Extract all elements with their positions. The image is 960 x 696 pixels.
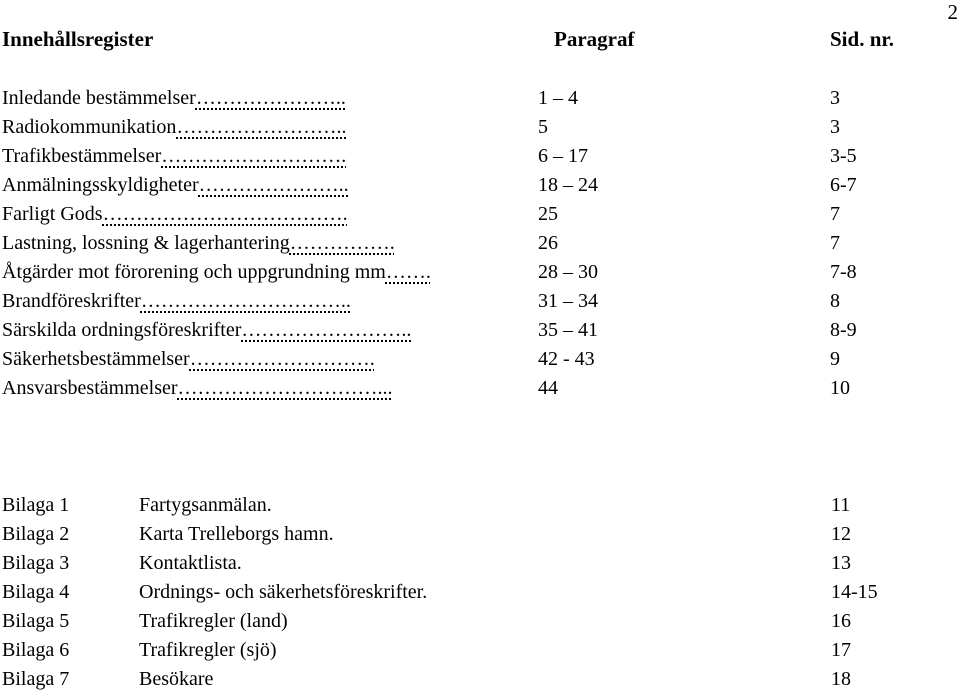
toc-paragraph: 1 – 4 — [538, 87, 578, 109]
toc-leader: ………………….. — [198, 174, 349, 196]
appendix-label: Bilaga 3 — [2, 552, 70, 574]
appendix-page: 13 — [831, 552, 851, 574]
appendix-row — [0, 665, 960, 695]
toc-leader: …………………………... — [177, 377, 393, 399]
toc-page: 10 — [830, 377, 850, 399]
appendix-label: Bilaga 4 — [2, 581, 70, 603]
toc-title: Lastning, lossning & lagerhantering — [2, 232, 290, 254]
toc-leader: ………………………. — [189, 348, 375, 370]
toc-row — [0, 84, 960, 114]
toc-paragraph: 31 – 34 — [538, 290, 598, 312]
appendix-row — [0, 549, 960, 579]
appendix-label: Bilaga 6 — [2, 639, 70, 661]
appendix-label: Bilaga 7 — [2, 668, 70, 690]
toc-leader: ………………………….. — [140, 290, 351, 312]
toc-page: 8-9 — [830, 319, 857, 341]
toc-leader: …………………….. — [241, 319, 412, 341]
appendix-page: 14-15 — [831, 581, 878, 603]
toc-paragraph: 44 — [538, 377, 558, 399]
toc-paragraph: 6 – 17 — [538, 145, 588, 167]
toc-leader: ………………………. — [161, 145, 347, 167]
toc-paragraph: 42 - 43 — [538, 348, 595, 370]
toc-title: Brandföreskrifter — [2, 290, 141, 312]
toc-leader: ………………….. — [195, 87, 346, 109]
toc-row — [0, 171, 960, 201]
toc-title: Särskilda ordningsföreskrifter — [2, 319, 242, 341]
toc-title: Trafikbestämmelser — [2, 145, 162, 167]
toc-row — [0, 316, 960, 346]
toc-title: Inledande bestämmelser — [2, 87, 196, 109]
appendix-description: Ordnings- och säkerhetsföreskrifter. — [139, 581, 428, 603]
toc-title: Farligt Gods — [2, 203, 103, 225]
toc-leader: ……. — [385, 261, 431, 283]
appendix-row — [0, 491, 960, 521]
toc-page: 3 — [830, 116, 840, 138]
page-number: 2 — [947, 0, 958, 24]
toc-title: Anmälningsskyldigheter — [2, 174, 199, 196]
toc-page: 8 — [830, 290, 840, 312]
appendix-description: Besökare — [139, 668, 214, 690]
appendix-row — [0, 520, 960, 550]
appendix-label: Bilaga 2 — [2, 523, 70, 545]
toc-paragraph: 28 – 30 — [538, 261, 598, 283]
toc-page: 7 — [830, 203, 840, 225]
appendix-page: 16 — [831, 610, 851, 632]
appendix-description: Trafikregler (sjö) — [139, 639, 277, 661]
appendix-label: Bilaga 5 — [2, 610, 70, 632]
appendix-row — [0, 607, 960, 637]
appendix-row — [0, 636, 960, 666]
toc-page: 3-5 — [830, 145, 857, 167]
toc-header-title: Innehållsregister — [2, 27, 154, 51]
appendix-page: 11 — [831, 494, 851, 516]
toc-page: 9 — [830, 348, 840, 370]
toc-leader: …………………….. — [176, 116, 347, 138]
toc-row — [0, 142, 960, 172]
appendix-label: Bilaga 1 — [2, 494, 70, 516]
appendix-description: Trafikregler (land) — [139, 610, 288, 632]
toc-row — [0, 345, 960, 375]
appendix-description: Karta Trelleborgs hamn. — [139, 523, 334, 545]
toc-title: Radiokommunikation — [2, 116, 177, 138]
toc-page: 3 — [830, 87, 840, 109]
toc-title: Ansvarsbestämmelser — [2, 377, 178, 399]
toc-row — [0, 200, 960, 230]
appendix-description: Kontaktlista. — [139, 552, 242, 574]
toc-header-paragraph: Paragraf — [554, 27, 635, 51]
toc-paragraph: 26 — [538, 232, 558, 254]
toc-leader: ………………………………. — [102, 203, 348, 225]
toc-row — [0, 287, 960, 317]
toc-page: 7 — [830, 232, 840, 254]
toc-paragraph: 35 – 41 — [538, 319, 598, 341]
appendix-description: Fartygsanmälan. — [139, 494, 272, 516]
toc-page: 6-7 — [830, 174, 857, 196]
toc-paragraph: 18 – 24 — [538, 174, 598, 196]
appendix-page: 18 — [831, 668, 851, 690]
toc-row — [0, 229, 960, 259]
toc-paragraph: 5 — [538, 116, 548, 138]
toc-header-page: Sid. nr. — [830, 27, 895, 51]
appendix-page: 12 — [831, 523, 851, 545]
appendix-page: 17 — [831, 639, 851, 661]
toc-leader: ……………. — [289, 232, 395, 254]
toc-title: Åtgärder mot förorening och uppgrundning mm — [2, 261, 386, 283]
toc-page: 7-8 — [830, 261, 857, 283]
toc-paragraph: 25 — [538, 203, 558, 225]
toc-row — [0, 113, 960, 143]
toc-title: Säkerhetsbestämmelser — [2, 348, 190, 370]
appendix-row — [0, 578, 960, 608]
toc-row — [0, 258, 960, 288]
toc-row — [0, 374, 960, 404]
